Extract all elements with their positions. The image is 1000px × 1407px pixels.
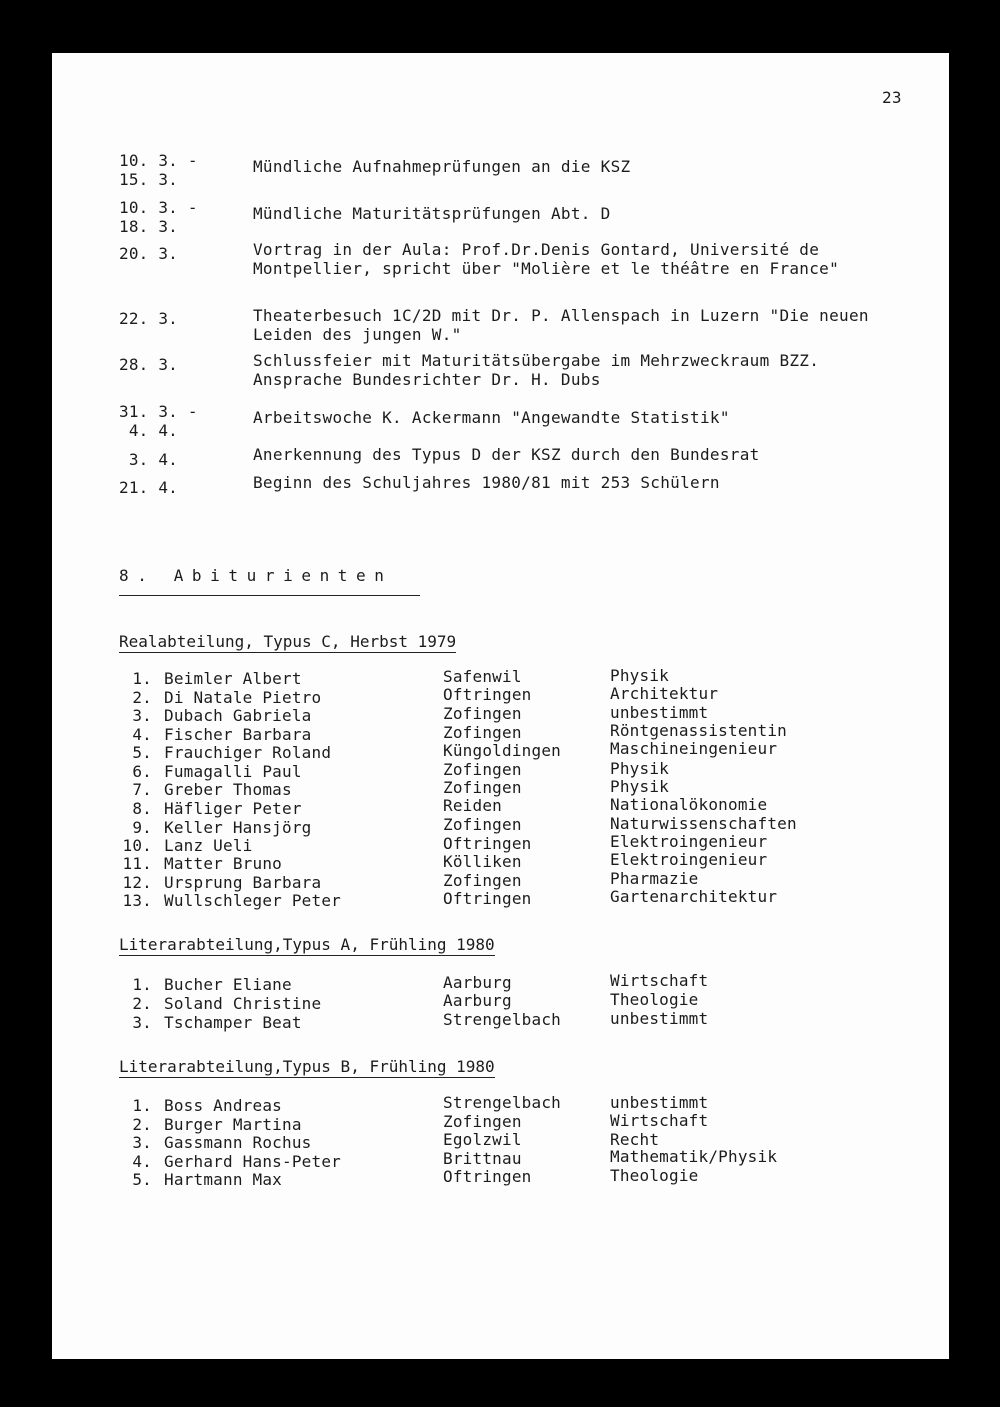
event-date: 10. 3. -: [119, 198, 198, 217]
student-study: Physik: [610, 759, 669, 778]
student-number: 8.: [132, 799, 152, 818]
section-underline: [119, 595, 420, 596]
student-name: Dubach Gabriela: [164, 706, 312, 725]
student-town: Zofingen: [443, 871, 522, 890]
student-study: Recht: [610, 1130, 660, 1149]
student-name: Keller Hansjörg: [164, 818, 312, 837]
student-town: Kölliken: [443, 852, 522, 871]
student-number: 11.: [122, 854, 152, 873]
student-number: 13.: [122, 891, 152, 910]
event-text: Vortrag in der Aula: Prof.Dr.Denis Gontard, Université de Montpellier, spricht über "Molière et le théâtre en France": [253, 240, 840, 278]
group-heading: Literarabteilung,Typus B, Frühling 1980: [119, 1057, 495, 1076]
student-town: Aarburg: [443, 973, 512, 992]
page-number: 23: [882, 88, 902, 107]
student-study: Physik: [610, 666, 669, 685]
student-name: Fischer Barbara: [164, 725, 312, 744]
student-name: Gassmann Rochus: [164, 1133, 312, 1152]
student-study: Elektroingenieur: [610, 832, 768, 851]
student-town: Zofingen: [443, 778, 522, 797]
student-study: unbestimmt: [610, 1009, 709, 1028]
section-title: Abiturienten: [173, 566, 393, 585]
section-number: 8.: [119, 566, 156, 585]
group-heading: Literarabteilung,Typus A, Frühling 1980: [119, 935, 495, 954]
student-town: Strengelbach: [443, 1010, 561, 1029]
student-name: Greber Thomas: [164, 780, 292, 799]
event-text: Anerkennung des Typus D der KSZ durch den Bundesrat: [253, 445, 760, 464]
event-text: Arbeitswoche K. Ackermann "Angewandte Statistik": [253, 408, 730, 427]
event-date: 3. 4.: [119, 450, 178, 469]
student-number: 2.: [132, 688, 152, 707]
student-town: Zofingen: [443, 704, 522, 723]
student-town: Brittnau: [443, 1149, 522, 1168]
event-date: 28. 3.: [119, 355, 178, 374]
student-name: Di Natale Pietro: [164, 688, 322, 707]
student-name: Gerhard Hans-Peter: [164, 1152, 341, 1171]
section-heading: [119, 566, 393, 585]
student-town: Zofingen: [443, 815, 522, 834]
event-date: 20. 3.: [119, 244, 178, 263]
student-study: Architektur: [610, 684, 719, 703]
student-number: 2.: [132, 1115, 152, 1134]
event-text: Mündliche Aufnahmeprüfungen an die KSZ: [253, 157, 631, 176]
student-town: Oftringen: [443, 834, 532, 853]
student-number: 7.: [132, 780, 152, 799]
student-number: 1.: [132, 975, 152, 994]
student-study: Elektroingenieur: [610, 850, 768, 869]
student-town: Zofingen: [443, 1112, 522, 1131]
student-study: Pharmazie: [610, 869, 699, 888]
student-study: Maschineingenieur: [610, 739, 778, 758]
student-study: Gartenarchitektur: [610, 887, 778, 906]
student-number: 5.: [132, 743, 152, 762]
student-study: Theologie: [610, 990, 699, 1009]
student-town: Safenwil: [443, 667, 522, 686]
student-name: Wullschleger Peter: [164, 891, 341, 910]
student-study: Naturwissenschaften: [610, 814, 797, 833]
event-date: 22. 3.: [119, 309, 178, 328]
student-study: Mathematik/Physik: [610, 1147, 778, 1166]
event-date: 18. 3.: [119, 217, 178, 236]
student-name: Ursprung Barbara: [164, 873, 322, 892]
group-heading: Realabteilung, Typus C, Herbst 1979: [119, 632, 457, 651]
student-study: unbestimmt: [610, 1093, 709, 1112]
event-date: 21. 4.: [119, 478, 178, 497]
student-number: 2.: [132, 994, 152, 1013]
event-date: 4. 4.: [119, 421, 178, 440]
student-study: Nationalökonomie: [610, 795, 768, 814]
event-text: Beginn des Schuljahres 1980/81 mit 253 Schülern: [253, 473, 720, 492]
student-town: Zofingen: [443, 723, 522, 742]
student-name: Lanz Ueli: [164, 836, 253, 855]
student-town: Strengelbach: [443, 1093, 561, 1112]
student-name: Hartmann Max: [164, 1170, 282, 1189]
event-text: Schlussfeier mit Maturitätsübergabe im Mehrzweckraum BZZ. Ansprache Bundesrichter Dr. H. Dubs: [253, 351, 820, 389]
student-town: Oftringen: [443, 685, 532, 704]
student-number: 6.: [132, 762, 152, 781]
event-date: 31. 3. -: [119, 402, 198, 421]
student-study: Wirtschaft: [610, 971, 709, 990]
student-study: Physik: [610, 777, 669, 796]
student-number: 4.: [132, 725, 152, 744]
student-number: 4.: [132, 1152, 152, 1171]
student-number: 10.: [122, 836, 152, 855]
student-number: 3.: [132, 1133, 152, 1152]
student-study: Wirtschaft: [610, 1111, 709, 1130]
student-number: 1.: [132, 669, 152, 688]
student-number: 3.: [132, 1013, 152, 1032]
student-number: 9.: [132, 818, 152, 837]
student-name: Tschamper Beat: [164, 1013, 302, 1032]
student-study: Röntgenassistentin: [610, 721, 787, 740]
student-name: Beimler Albert: [164, 669, 302, 688]
student-name: Bucher Eliane: [164, 975, 292, 994]
student-name: Soland Christine: [164, 994, 322, 1013]
student-name: Fumagalli Paul: [164, 762, 302, 781]
student-number: 3.: [132, 706, 152, 725]
document-page: [52, 53, 949, 1359]
student-town: Oftringen: [443, 1167, 532, 1186]
student-town: Zofingen: [443, 760, 522, 779]
student-town: Oftringen: [443, 889, 532, 908]
event-text: Mündliche Maturitätsprüfungen Abt. D: [253, 204, 611, 223]
event-text: Theaterbesuch 1C/2D mit Dr. P. Allenspach in Luzern "Die neuen Leiden des jungen W.": [253, 306, 869, 344]
student-name: Boss Andreas: [164, 1096, 282, 1115]
event-date: 10. 3. -: [119, 151, 198, 170]
student-number: 1.: [132, 1096, 152, 1115]
student-town: Egolzwil: [443, 1130, 522, 1149]
student-study: unbestimmt: [610, 703, 709, 722]
student-name: Matter Bruno: [164, 854, 282, 873]
student-number: 12.: [122, 873, 152, 892]
student-town: Aarburg: [443, 991, 512, 1010]
student-name: Frauchiger Roland: [164, 743, 332, 762]
event-date: 15. 3.: [119, 170, 178, 189]
student-number: 5.: [132, 1170, 152, 1189]
student-town: Reiden: [443, 796, 502, 815]
student-study: Theologie: [610, 1166, 699, 1185]
student-name: Burger Martina: [164, 1115, 302, 1134]
student-town: Küngoldingen: [443, 741, 561, 760]
student-name: Häfliger Peter: [164, 799, 302, 818]
